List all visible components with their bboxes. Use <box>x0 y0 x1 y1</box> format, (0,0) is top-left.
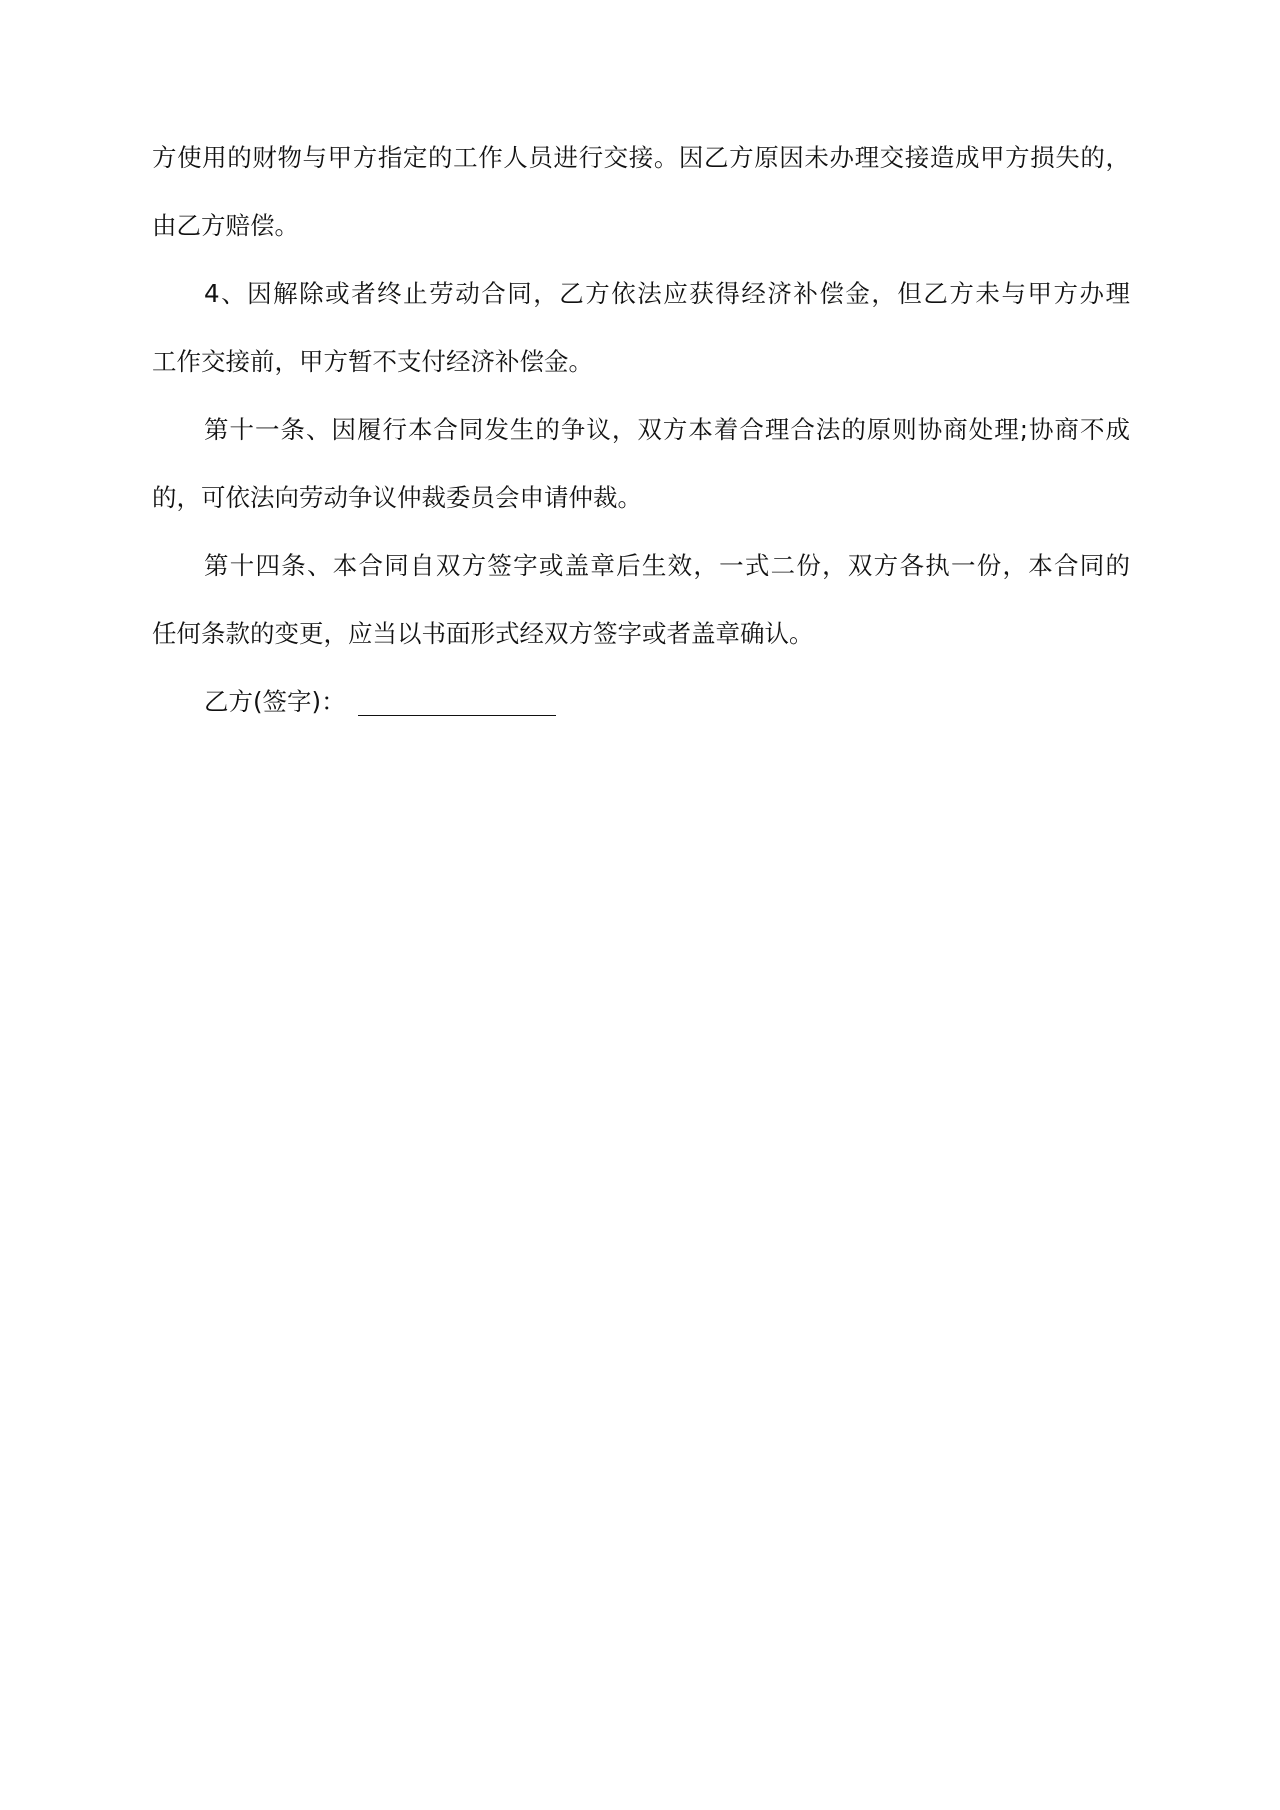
signature-blank <box>358 689 556 716</box>
paragraph-article-14 <box>152 532 1130 668</box>
paragraph-line: 第十一条、因履行本合同发生的争议，双方本着合理合法的原则协商处理;协商不成 <box>204 415 1130 444</box>
paragraph-line: 方使用的财物与甲方指定的工作人员进行交接。因乙方原因未办理交接造成甲方损失的， <box>152 143 1130 172</box>
paragraph-line: 任何条款的变更，应当以书面形式经双方签字或者盖章确认。 <box>152 619 814 648</box>
paragraph-line: 第十四条、本合同自双方签字或盖章后生效，一式二份，双方各执一份，本合同的 <box>204 551 1130 580</box>
paragraph-line: 工作交接前，甲方暂不支付经济补偿金。 <box>152 347 593 376</box>
paragraph-compensation <box>152 260 1130 396</box>
signature-label: 乙方(签字)： <box>204 687 346 716</box>
paragraph-line: 由乙方赔偿。 <box>152 211 299 240</box>
paragraph-handover <box>152 124 1130 260</box>
paragraph-line: 4、因解除或者终止劳动合同，乙方依法应获得经济补偿金，但乙方未与甲方办理 <box>204 279 1130 308</box>
paragraph-line: 的，可依法向劳动争议仲裁委员会申请仲裁。 <box>152 483 642 512</box>
signature-line <box>152 668 1130 736</box>
document-body <box>152 124 1130 736</box>
paragraph-article-11 <box>152 396 1130 532</box>
